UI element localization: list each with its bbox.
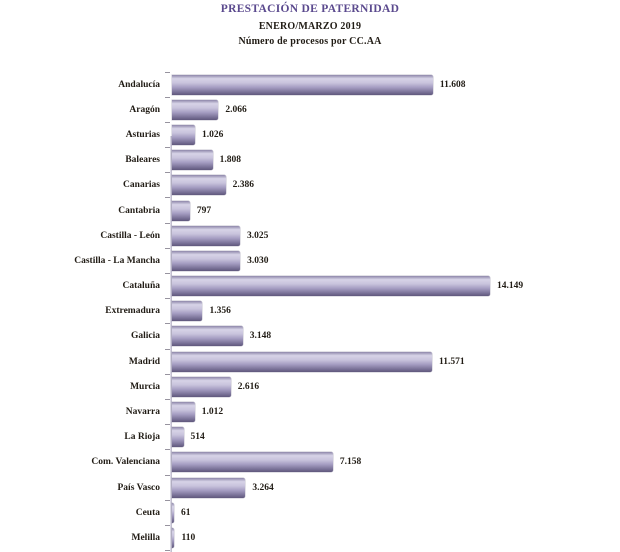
bar (172, 150, 213, 170)
bar-area (172, 399, 620, 424)
bar-area (172, 374, 620, 399)
bar (172, 226, 240, 246)
chart-subtitle-2: Número de procesos por CC.AA (238, 36, 382, 47)
chart-row (0, 148, 620, 173)
bar-area (172, 122, 620, 147)
bar (172, 402, 195, 422)
bar-area (172, 500, 620, 525)
bar (172, 301, 202, 321)
bar-chart (0, 72, 620, 551)
chart-row (0, 72, 620, 97)
value-label: 7.158 (339, 457, 362, 468)
category-label: Castilla - La Mancha (74, 255, 160, 266)
category-label: Canarias (123, 180, 160, 191)
value-label: 3.264 (252, 482, 274, 493)
bar (172, 452, 333, 472)
value-label: 1.356 (209, 306, 231, 317)
category-label: Extremadura (105, 306, 160, 317)
value-label: 3.148 (249, 331, 272, 342)
chart-row (0, 399, 620, 424)
bar-area (172, 223, 620, 248)
bar (172, 175, 226, 195)
category-label: Castilla - León (100, 230, 160, 241)
value-label: 514 (190, 432, 205, 443)
bar-area (172, 475, 620, 500)
value-label: 11.608 (439, 79, 466, 90)
bar-area (172, 425, 620, 450)
value-label: 11.571 (439, 356, 465, 367)
chart-title: PRESTACIÓN DE PATERNIDAD (220, 3, 400, 15)
chart-row (0, 450, 620, 475)
chart-row (0, 425, 620, 450)
chart-row (0, 198, 620, 223)
chart-row (0, 223, 620, 248)
value-label: 1.026 (202, 129, 224, 140)
category-label: País Vasco (117, 482, 160, 493)
category-label: Cantabria (118, 205, 160, 216)
value-label: 1.808 (219, 155, 241, 166)
chart-row (0, 475, 620, 500)
bar-area (172, 148, 620, 173)
chart-header (0, 0, 620, 47)
category-label: Cataluña (122, 281, 160, 292)
chart-rows (0, 72, 620, 551)
chart-row (0, 97, 620, 122)
bar (172, 276, 490, 296)
bar (172, 503, 174, 523)
value-label: 2.066 (225, 104, 247, 115)
chart-row (0, 324, 620, 349)
bar (172, 377, 231, 397)
value-label: 110 (181, 532, 196, 543)
category-label: Galicia (130, 331, 160, 342)
bar-area (172, 450, 620, 475)
value-label: 61 (181, 507, 191, 518)
value-label: 2.616 (237, 381, 260, 392)
bar-area (172, 72, 620, 97)
chart-row (0, 349, 620, 374)
category-label: Melilla (131, 532, 160, 543)
bar (172, 125, 195, 145)
bar (172, 528, 174, 548)
bar (172, 478, 245, 498)
chart-row (0, 122, 620, 147)
category-label: Ceuta (135, 507, 160, 518)
bar-area (172, 274, 620, 299)
bar-area (172, 324, 620, 349)
category-label: Andalucía (118, 79, 160, 90)
category-label: Madrid (128, 356, 160, 367)
value-label: 3.025 (246, 230, 269, 241)
bar (172, 352, 432, 372)
bar-area (172, 248, 620, 273)
category-label: Murcia (130, 381, 160, 392)
bar (172, 251, 240, 271)
chart-row (0, 525, 620, 550)
category-label: Navarra (125, 407, 160, 418)
bar (172, 75, 433, 95)
chart-row (0, 500, 620, 525)
bar-area (172, 349, 620, 374)
category-label: Baleares (125, 155, 160, 166)
category-label: Aragón (129, 104, 160, 115)
value-label: 2.386 (232, 180, 254, 191)
value-label: 3.030 (247, 255, 269, 266)
value-label: 14.149 (497, 281, 524, 292)
bar (172, 201, 190, 221)
chart-row (0, 374, 620, 399)
bar (172, 427, 184, 447)
bar-area (172, 97, 620, 122)
chart-row (0, 248, 620, 273)
bar-area (172, 525, 620, 550)
bar-area (172, 299, 620, 324)
category-label: Asturias (125, 129, 160, 140)
bar (172, 326, 243, 346)
chart-row (0, 299, 620, 324)
category-label: La Rioja (124, 432, 160, 443)
value-label: 1.012 (201, 407, 224, 418)
chart-subtitle: ENERO/MARZO 2019 (258, 21, 362, 32)
bar-area (172, 173, 620, 198)
chart-row (0, 173, 620, 198)
value-label: 797 (196, 205, 212, 216)
category-label: Com. Valenciana (91, 457, 160, 468)
chart-row (0, 274, 620, 299)
bar-area (172, 198, 620, 223)
bar (172, 100, 218, 120)
